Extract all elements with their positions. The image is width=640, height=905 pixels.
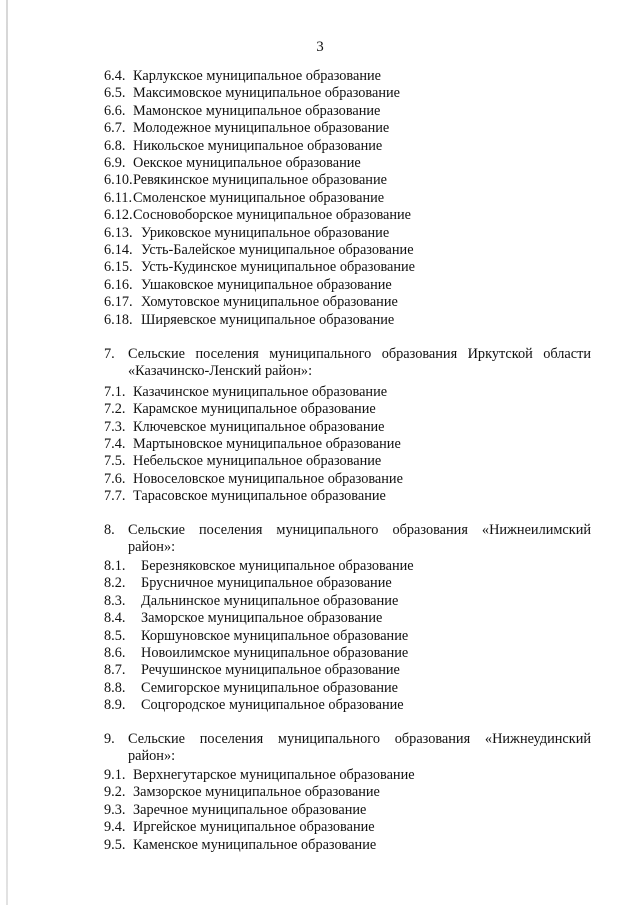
item-number: 9.3.	[104, 801, 126, 818]
item-number: 7.2.	[104, 401, 126, 418]
list-item	[104, 697, 404, 714]
list-item	[104, 767, 415, 784]
item-text: Карамское муниципальное образование	[133, 401, 376, 418]
item-text: Речушинское муниципальное образование	[141, 662, 400, 679]
item-text: Никольское муниципальное образование	[133, 137, 383, 154]
section-title-line2: район»:	[128, 539, 176, 555]
section-number: 9.	[104, 731, 115, 747]
item-text: Максимовское муниципальное образование	[133, 85, 400, 102]
list-item	[104, 225, 389, 242]
item-number: 8.2.	[104, 575, 126, 592]
section-number: 7.	[104, 346, 115, 362]
section-7-heading	[104, 346, 591, 380]
list-item	[104, 680, 398, 697]
item-number: 9.4.	[104, 819, 126, 836]
section-8-heading	[104, 522, 591, 556]
list-item	[104, 662, 400, 679]
item-text: Уриковское муниципальное образование	[141, 224, 390, 241]
scan-edge-shadow	[6, 0, 8, 905]
item-number: 8.6.	[104, 645, 126, 661]
item-number: 6.8.	[104, 137, 126, 154]
item-text: Коршуновское муниципальное образование	[141, 627, 409, 644]
list-item	[104, 294, 398, 311]
list-item	[104, 384, 387, 401]
item-number: 6.13.	[104, 224, 133, 241]
list-item	[104, 138, 382, 155]
item-text: Березняковское муниципальное образование	[141, 558, 414, 574]
list-item	[104, 802, 366, 819]
item-text: Семигорское муниципальное образование	[141, 679, 399, 696]
list-item	[104, 471, 403, 488]
item-number: 7.3.	[104, 418, 126, 435]
list-item	[104, 103, 380, 120]
item-number: 7.7.	[104, 487, 126, 504]
item-text: Замзорское муниципальное образование	[133, 784, 380, 801]
list-item	[104, 819, 375, 836]
list-item	[104, 242, 414, 259]
list-item	[104, 645, 408, 662]
section-title-line1: Сельские поселения муниципального образования Иркутской области	[128, 346, 591, 362]
item-text: Ключевское муниципальное образование	[133, 418, 385, 435]
list-item	[104, 207, 411, 224]
list-item	[104, 784, 380, 801]
item-text: Заморское муниципальное образование	[141, 610, 383, 627]
item-text: Каменское муниципальное образование	[133, 836, 377, 853]
item-text: Новоселовское муниципальное образование	[133, 470, 403, 487]
item-number: 6.17.	[104, 294, 133, 311]
item-text: Небельское муниципальное образование	[133, 453, 382, 470]
list-item	[104, 190, 384, 207]
item-number: 8.9.	[104, 697, 126, 714]
list-item	[104, 172, 387, 189]
item-number: 8.1.	[104, 558, 126, 574]
item-text: Хомутовское муниципальное образование	[141, 294, 398, 311]
item-text: Иргейское муниципальное образование	[133, 819, 375, 836]
item-number: 7.6.	[104, 470, 126, 487]
item-text: Заречное муниципальное образование	[133, 801, 367, 818]
list-item	[104, 436, 401, 453]
item-number: 6.12.	[104, 207, 133, 224]
item-number: 8.7.	[104, 662, 126, 679]
item-text: Соцгородское муниципальное образование	[141, 697, 404, 714]
list-item	[104, 453, 381, 470]
list-item	[104, 120, 389, 137]
item-number: 6.6.	[104, 102, 126, 119]
item-number: 8.3.	[104, 592, 126, 609]
item-number: 6.5.	[104, 85, 126, 102]
item-number: 7.5.	[104, 453, 126, 470]
section-title-line2: «Казачинско-Ленский район»:	[128, 363, 313, 379]
item-number: 9.5.	[104, 836, 126, 853]
list-item	[104, 593, 398, 610]
item-text: Мартыновское муниципальное образование	[133, 435, 401, 452]
item-text: Ушаковское муниципальное образование	[141, 276, 392, 293]
list-item	[104, 575, 392, 592]
list-item	[104, 155, 361, 172]
item-text: Ревякинское муниципальное образование	[133, 172, 387, 189]
section-title-line1: Сельские поселения муниципального образования «Нижнеудинский	[128, 731, 591, 747]
list-item	[104, 277, 392, 294]
item-number: 6.10.	[104, 172, 133, 189]
item-number: 6.14.	[104, 242, 133, 258]
list-item	[104, 85, 400, 102]
item-number: 6.15.	[104, 259, 133, 276]
item-text: Смоленское муниципальное образование	[133, 189, 385, 206]
list-item	[104, 628, 408, 645]
list-item	[104, 488, 386, 505]
list-item	[104, 610, 382, 627]
list-item	[104, 837, 376, 854]
page-number: 3	[316, 39, 324, 55]
item-number: 8.4.	[104, 610, 126, 627]
item-number: 7.1.	[104, 384, 126, 400]
section-title-line1: Сельские поселения муниципального образования «Нижнеилимский	[128, 522, 591, 538]
item-text: Новоилимское муниципальное образование	[141, 645, 409, 661]
list-item	[104, 68, 381, 85]
item-text: Мамонское муниципальное образование	[133, 102, 381, 119]
list-item	[104, 558, 414, 575]
list-item	[104, 259, 415, 276]
item-text: Оекское муниципальное образование	[133, 155, 361, 171]
item-text: Молодежное муниципальное образование	[133, 120, 390, 137]
item-number: 7.4.	[104, 435, 126, 452]
list-item	[104, 312, 394, 329]
item-text: Усть-Кудинское муниципальное образование	[141, 259, 416, 276]
list-item	[104, 419, 384, 436]
item-text: Брусничное муниципальное образование	[141, 575, 392, 592]
item-number: 6.9.	[104, 155, 126, 171]
item-number: 8.8.	[104, 679, 126, 696]
item-number: 8.5.	[104, 627, 126, 644]
item-text: Тарасовское муниципальное образование	[133, 487, 386, 504]
item-text: Верхнегутарское муниципальное образование	[133, 767, 415, 783]
section-9-heading	[104, 731, 591, 765]
item-number: 9.1.	[104, 767, 126, 783]
list-item	[104, 401, 376, 418]
item-number: 6.18.	[104, 311, 133, 328]
item-number: 6.4.	[104, 68, 126, 84]
item-number: 9.2.	[104, 784, 126, 801]
item-text: Карлукское муниципальное образование	[133, 68, 381, 84]
section-title-line2: район»:	[128, 748, 176, 764]
item-number: 6.16.	[104, 276, 133, 293]
item-text: Усть-Балейское муниципальное образование	[141, 242, 414, 258]
item-number: 6.11.	[104, 189, 133, 206]
item-text: Ширяевское муниципальное образование	[141, 311, 395, 328]
item-text: Казачинское муниципальное образование	[133, 384, 388, 400]
item-number: 6.7.	[104, 120, 126, 137]
section-number: 8.	[104, 522, 115, 538]
item-text: Дальнинское муниципальное образование	[141, 592, 399, 609]
item-text: Сосновоборское муниципальное образование	[133, 207, 412, 224]
